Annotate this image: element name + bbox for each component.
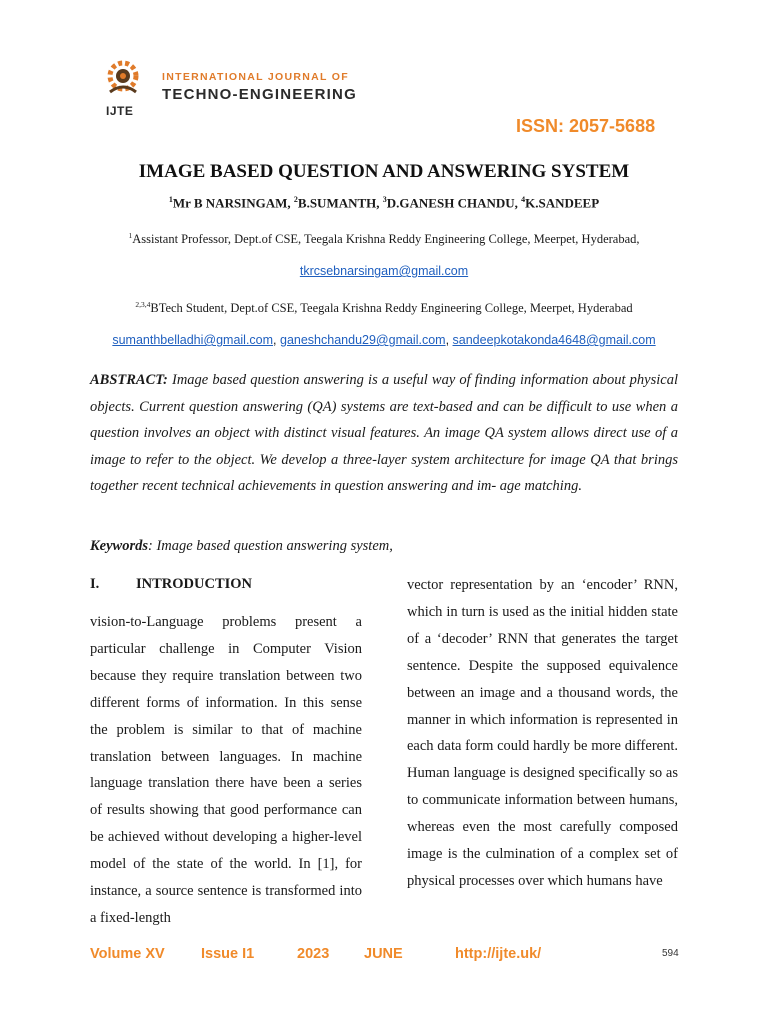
affiliation-superscript: 1 (128, 231, 133, 240)
keywords-label: Keywords (90, 538, 148, 554)
abstract-text: Image based question answering is a useful way of finding information about physical objects. Current question answering (QA) systems are text-based and can be difficult to use when a question involves an object with distinct visual features. An image QA system allows direct use of a image to refer to the object. We develop a three-layer system architecture for image QA that brings together recent technical achievements in question answering and im- age matching. (90, 372, 678, 495)
author-name: D.GANESH CHANDU, (386, 195, 522, 211)
author-name: B.SUMANTH, (297, 195, 383, 211)
abstract-label: ABSTRACT: (90, 372, 168, 388)
author-name: Mr B NARSINGAM, (172, 195, 294, 211)
email-link[interactable]: tkrcsebnarsingam@gmail.com (299, 264, 469, 278)
journal-name-line2: TECHNO-ENGINEERING (162, 86, 357, 103)
keywords (90, 538, 690, 555)
email-line-2 (0, 333, 768, 347)
page-number: 594 (662, 948, 679, 959)
author-list (0, 195, 768, 211)
section-title: INTRODUCTION (136, 576, 253, 592)
affiliation-1 (0, 231, 768, 247)
footer-month: JUNE (364, 946, 403, 962)
email-link[interactable]: sumanthbelladhi@gmail.com (112, 333, 274, 347)
affiliation-text: Assistant Professor, Dept.of CSE, Teegala Krishna Reddy Engineering College, Meerpet, Hyderabad, (132, 232, 640, 247)
email-separator: , (445, 333, 453, 347)
affiliation-text: BTech Student, Dept.of CSE, Teegala Krishna Reddy Engineering College, Meerpet, Hyderabad (150, 301, 633, 316)
body-column-left: vision-to-Language problems present a particular challenge in Computer Vision because they require translation between two different forms of information. In this sense the problem is similar to that of machine translation between languages. In machine language translation there have been a series of results showing that good performance can be achieved without developing a higher-level model of the state of the world. In [1], for instance, a source sentence is transformed into a fixed-length (90, 614, 362, 926)
email-line-1 (0, 264, 768, 278)
affiliation-superscript: 2,3,4 (135, 300, 151, 309)
keywords-text: : Image based question answering system, (148, 538, 393, 554)
abstract (90, 367, 678, 500)
section-heading (90, 576, 252, 593)
footer-volume: Volume XV (90, 946, 165, 962)
email-separator: , (273, 333, 280, 347)
journal-emblem-icon (98, 52, 148, 102)
journal-logo (98, 52, 398, 122)
footer-url[interactable]: http://ijte.uk/ (455, 946, 542, 962)
body-column-right: vector representation by an ‘encoder’ RNN, which in turn is used as the initial hidden state of a ‘decoder’ RNN that generates the target sentence. Despite the supposed equivalence between an image and a thousand words, the manner in which information is represented in each data form could hardly be more different. Human language is designed specifically so as to communicate information between humans, whereas even the most carefully composed image is the culmination of a complex set of physical processes over which humans have (407, 577, 678, 889)
author-superscript: 1 (168, 195, 173, 204)
email-link[interactable]: sandeepkotakonda4648@gmail.com (452, 333, 656, 347)
footer-year: 2023 (297, 946, 330, 962)
journal-abbreviation: IJTE (106, 104, 134, 118)
author-superscript: 2 (293, 195, 298, 204)
email-link[interactable]: ganeshchandu29@gmail.com (280, 333, 446, 347)
footer-issue: Issue I1 (201, 946, 255, 962)
journal-name-line1: INTERNATIONAL JOURNAL OF (162, 71, 349, 83)
issn-number: ISSN: 2057-5688 (516, 116, 656, 136)
affiliation-2 (0, 300, 768, 316)
author-superscript: 3 (382, 195, 387, 204)
paper-title: IMAGE BASED QUESTION AND ANSWERING SYSTEM (138, 161, 630, 182)
author-name: K.SANDEEP (525, 195, 600, 211)
author-superscript: 4 (521, 195, 526, 204)
section-number: I. (90, 576, 100, 592)
